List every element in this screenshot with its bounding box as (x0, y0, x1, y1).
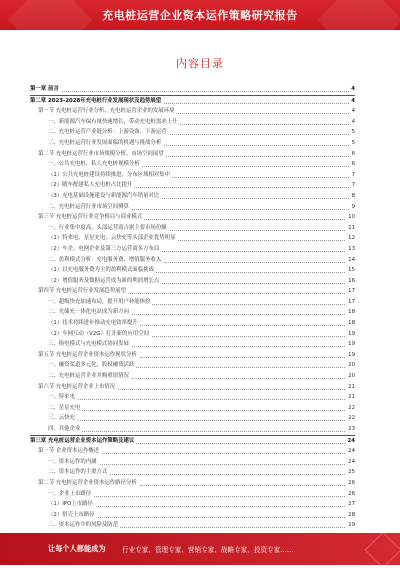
toc-entry[interactable] (30, 297, 355, 308)
toc-entry[interactable] (30, 489, 355, 500)
toc-entry-label: 一、行业集中度高，头部运营商占据主要市场份额 (48, 223, 169, 234)
toc-entry[interactable] (30, 307, 355, 318)
toc-dot-leader (48, 410, 349, 411)
toc-entry[interactable] (30, 159, 355, 170)
toc-entry[interactable] (30, 520, 355, 531)
toc-entry-page: 18 (346, 307, 355, 318)
toc-entry-page: 16 (346, 276, 355, 287)
toc-entry[interactable] (30, 318, 355, 329)
toc-entry-page: 20 (346, 360, 355, 371)
toc-entry-page: 21 (346, 392, 355, 403)
toc-entry-page: 26 (346, 478, 355, 489)
toc-entry-page: 20 (346, 371, 355, 382)
toc-entry-label: 第二章 2023-2028年充电桩行业发展现状及趋势展望 (30, 96, 163, 107)
toc-dot-leader (48, 431, 349, 432)
toc-entry[interactable] (30, 191, 355, 202)
toc-entry[interactable] (30, 106, 355, 117)
toc-entry[interactable] (30, 138, 355, 149)
toc-entry[interactable] (30, 223, 355, 234)
toc-entry-page: 24 (346, 457, 355, 468)
toc-entry-label: （1）IPO上市路径 (48, 499, 95, 510)
toc-entry-page: 8 (350, 191, 355, 202)
toc-entry[interactable] (30, 329, 355, 340)
toc-entry-page: 7 (350, 180, 355, 191)
toc-entry-label: 一、特来电 (48, 392, 77, 403)
toc-entry-page: 10 (346, 212, 355, 223)
toc-entry[interactable] (30, 424, 355, 435)
toc-entry[interactable] (30, 392, 355, 403)
toc-entry[interactable] (30, 478, 355, 489)
toc-entry-label: （2）增值服务及数据运营成为新的利润增长点 (48, 276, 161, 287)
toc-entry[interactable] (30, 149, 355, 160)
toc-entry[interactable] (30, 233, 355, 244)
toc-entry-page: 19 (346, 339, 355, 350)
toc-entry[interactable] (30, 244, 355, 255)
toc-entry-label: （2）借壳上市路径 (48, 510, 97, 521)
toc-entry[interactable] (30, 360, 355, 371)
toc-entry-label: 第三章 充电桩运营企业资本运作策略及建议 (30, 436, 136, 447)
toc-entry-label: 二、盈利模式分析：充电服务费、增值服务收入 (48, 255, 163, 266)
toc-entry-page: 24 (346, 446, 355, 457)
toc-heading: 内容目录 (176, 57, 224, 70)
toc-entry-page: 22 (346, 413, 355, 424)
footer-banner (0, 533, 400, 565)
toc-entry[interactable] (30, 435, 355, 447)
toc-entry-label: 四、其他企业 (48, 424, 82, 435)
toc-entry-label: 二、充电桩运营企业并购重组情况 (48, 371, 131, 382)
toc-entry[interactable] (30, 467, 355, 478)
toc-entry-page: 5 (350, 127, 355, 138)
toc-entry-label: （2）随车配建私人充电桩占比提升 (48, 180, 134, 191)
toc-entry-page: 17 (346, 286, 355, 297)
toc-entry-page: 9 (350, 202, 355, 213)
toc-entry-label: 一、资本运作的内涵 (48, 457, 99, 468)
toc-entry-page: 5 (350, 138, 355, 149)
toc-entry-page: 27 (346, 499, 355, 510)
toc-entry-label: 一、融资渠道多元化，股权融资活跃 (48, 360, 136, 371)
toc-entry-label: 三、云快充 (48, 413, 77, 424)
toc-entry-label: 第一章 前言 (30, 84, 61, 95)
toc-entry[interactable] (30, 286, 355, 297)
toc-entry-page: 18 (346, 318, 355, 329)
toc-entry-label: 第六节 充电桩运营企业上市情况 (38, 382, 117, 393)
footer-decoration (365, 532, 400, 568)
toc-entry[interactable] (30, 117, 355, 128)
toc-entry-page: 19 (346, 329, 355, 340)
toc-entry-label: 一、新能源汽车保有量快速增长，带动充电桩需求上升 (48, 117, 179, 128)
toc-entry[interactable] (30, 339, 355, 350)
toc-entry-label: 第二节 充电桩运营行业市场规模分析、市场空间展望 (38, 149, 166, 160)
toc-entry-label: 二、光储充一体化电站成为新方向 (48, 307, 131, 318)
toc-entry-page: 13 (346, 244, 355, 255)
toc-entry[interactable] (30, 446, 355, 457)
toc-entry-label: 第三节 充电桩运营行业竞争格局与商业模式 (38, 212, 144, 223)
toc-entry-label: 二、资本运作的主要方式 (48, 467, 109, 478)
footer-slogan: 让每个人都能成为 (48, 544, 106, 553)
toc-entry-page: 29 (346, 520, 355, 531)
toc-entry-label: 二、星星充电 (48, 403, 82, 414)
toc-entry-label: （1）以充电服务费为主的盈利模式面临挑战 (48, 265, 156, 276)
toc-entry[interactable] (30, 510, 355, 521)
toc-entry-page: 22 (346, 403, 355, 414)
toc-entry-page: 17 (346, 297, 355, 308)
toc-dot-leader (30, 91, 349, 92)
toc-entry-label: 第五节 充电桩运营企业资本运作现状分析 (38, 350, 139, 361)
toc-entry-page: 7 (350, 170, 355, 181)
toc-entry[interactable] (30, 202, 355, 213)
toc-entry-page: 19 (346, 350, 355, 361)
toc-entry-page: 15 (346, 265, 355, 276)
footer-roles: 行业专家、管理专家、营销专家、战略专家、投资专家…… (122, 546, 294, 554)
toc-dot-leader (48, 420, 349, 421)
toc-entry[interactable] (30, 127, 355, 138)
toc-entry-label: （2）车企、电网企业及第三方运营商多方布局 (48, 244, 161, 255)
toc-entry-label: 一、企业上市路径 (48, 489, 93, 500)
toc-entry-page: 12 (346, 233, 355, 244)
toc-entry-page: 4 (349, 96, 355, 107)
toc-entry-page: 25 (346, 467, 355, 478)
toc-entry[interactable] (30, 350, 355, 361)
toc-entry[interactable] (30, 170, 355, 181)
toc-entry-page: 11 (346, 223, 355, 234)
toc-entry[interactable] (30, 255, 355, 266)
toc-entry-page: 6 (350, 149, 355, 160)
toc-entry-page: 23 (346, 424, 355, 435)
toc-entry[interactable] (30, 403, 355, 414)
toc-entry-page: 4 (350, 117, 355, 128)
toc-dot-leader (48, 399, 349, 400)
toc-entry[interactable] (30, 371, 355, 382)
toc-entry-label: 一、超级快充加速布局，提升用户补能体验 (48, 297, 152, 308)
toc-entry-label: 二、充电桩运营产业链分析：上游设备、下游运营 (48, 127, 169, 138)
toc-entry-label: 三、充电桩运营行业发展面临的机遇与挑战分析 (48, 138, 163, 149)
toc-entry[interactable] (30, 212, 355, 223)
toc-entry-label: 第一节 充电桩运营行业分析、充电桩运营企业的发展环境 (38, 106, 176, 117)
toc-entry-page: 4 (349, 84, 355, 95)
toc-entry-label: 第四节 充电桩运营行业发展趋势展望 (38, 286, 128, 297)
toc-entry-label: 第二节 充电桩运营企业资本运作路径分析 (38, 478, 139, 489)
toc-entry-page: 26 (346, 489, 355, 500)
toc-entry-page: 24 (345, 436, 355, 447)
toc-entry-page: 4 (350, 106, 355, 117)
toc-entry[interactable] (30, 457, 355, 468)
toc-entry-label: 二、资本运作中的风险及防范 (48, 520, 120, 531)
toc-entry-page: 21 (346, 382, 355, 393)
toc-entry-label: 三、换电模式与充电模式协同发展 (48, 339, 131, 350)
toc-entry[interactable] (30, 276, 355, 287)
toc-entry[interactable] (30, 499, 355, 510)
toc-entry-label: （1）技术持续进步推动充电效率提升 (48, 318, 140, 329)
toc-entry[interactable] (30, 180, 355, 191)
toc-entry-label: 第一节 企业资本运作概述 (38, 446, 101, 457)
toc-entry-label: （1）特来电、星星充电、云快充等头部企业优势明显 (48, 233, 177, 244)
toc-entry-page: 6 (350, 159, 355, 170)
toc-entry-label: 二、充电桩运营行业市场空间测算 (48, 202, 131, 213)
toc-entry-label: 一、公共充电桩、私人充电桩规模分析 (48, 159, 142, 170)
table-of-contents (30, 84, 355, 531)
toc-entry[interactable] (30, 84, 355, 95)
toc-entry-label: （1）公共充电桩建设持续推进，分布区域相对集中 (48, 170, 172, 181)
report-header-banner (0, 0, 400, 30)
toc-dot-leader (48, 496, 349, 497)
toc-entry-page: 28 (346, 510, 355, 521)
toc-entry-label: （3）充电基础设施建设与新能源汽车销量对比 (48, 191, 161, 202)
toc-entry[interactable] (30, 265, 355, 276)
toc-entry[interactable] (30, 382, 355, 393)
toc-entry[interactable] (30, 95, 355, 107)
report-title: 充电桩运营企业资本运作策略研究报告 (102, 9, 298, 22)
toc-entry-label: （2）车网互动（V2G）打开新的应用空间 (48, 329, 151, 340)
toc-entry-page: 14 (346, 255, 355, 266)
toc-entry[interactable] (30, 413, 355, 424)
